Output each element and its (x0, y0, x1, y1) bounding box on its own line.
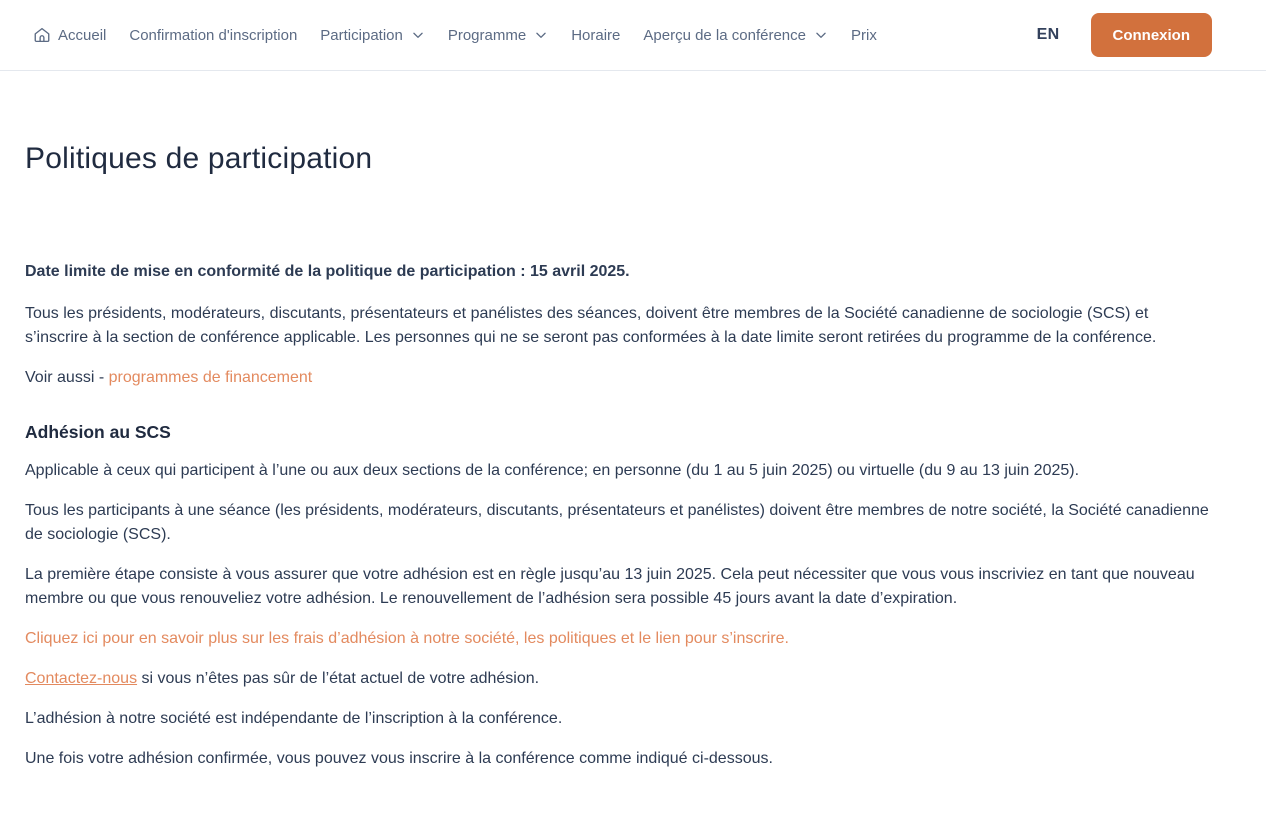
membership-applicability-paragraph: Applicable à ceux qui participent à l’une ou aux deux sections de la conférence; en personne (du 1 au 5 juin 2025) ou virtuelle (du 9 au 13 juin 2025). (25, 462, 1080, 479)
contact-line (25, 667, 1209, 691)
nav-item-prix[interactable] (851, 27, 877, 44)
top-navbar (0, 0, 1266, 71)
home-icon (33, 26, 51, 44)
nav-item-participation[interactable] (320, 27, 425, 44)
nav-item-programme[interactable] (448, 27, 548, 44)
nav-item-label: Accueil (58, 26, 107, 44)
contact-line-rest: si vous n’êtes pas sûr de l’état actuel de votre adhésion. (137, 670, 540, 687)
membership-independence-paragraph: L’adhésion à notre société est indépendante de l’inscription à la conférence. (25, 710, 563, 727)
nav-item-label: Participation (320, 26, 403, 44)
policy-content (25, 260, 1209, 771)
membership-section-heading: Adhésion au SCS (25, 422, 171, 442)
final-paragraph: Une fois votre adhésion confirmée, vous pouvez vous inscrire à la conférence comme indiqué ci-dessous. (25, 750, 773, 767)
chevron-down-icon (814, 28, 828, 42)
membership-fees-link[interactable]: Cliquez ici pour en savoir plus sur les frais d’adhésion à notre société, les politiques et le lien pour s’inscrire. (25, 630, 789, 647)
nav-item-label: Aperçu de la conférence (643, 26, 806, 44)
membership-fees-link-line (25, 627, 1209, 651)
membership-requirement-paragraph: Tous les participants à une séance (les présidents, modérateurs, discutants, présentateurs et panélistes) doivent être membres de notre société, la Société canadienne de sociologie (SCS). (25, 502, 1209, 543)
chevron-down-icon (534, 28, 548, 42)
main-navigation (33, 26, 877, 44)
navbar-right (1037, 13, 1212, 57)
nav-item-label: Confirmation d'inscription (129, 26, 298, 44)
page-content (0, 142, 1266, 771)
nav-item-accueil[interactable] (33, 26, 106, 44)
membership-first-step-paragraph: La première étape consiste à vous assurer que votre adhésion est en règle jusqu’au 13 juin 2025. Cela peut nécessiter que vous vous inscriviez en tant que nouveau membre ou que vous renouveliez votre adhésion. Le renouvellement de l’adhésion sera possible 45 jours avant la date d’expiration. (25, 566, 1195, 607)
nav-item-label: Programme (447, 26, 527, 44)
funding-programs-link[interactable]: programmes de financement (108, 369, 313, 386)
deadline-statement: Date limite de mise en conformité de la politique de participation : 15 avril 2025. (25, 263, 630, 280)
nav-item-label: Horaire (571, 26, 621, 44)
chevron-down-icon (411, 28, 425, 42)
nav-item-label: Prix (851, 26, 877, 44)
contact-us-link[interactable]: Contactez-nous (25, 670, 138, 687)
language-toggle[interactable]: EN (1036, 26, 1060, 43)
nav-item-confirmation-inscription[interactable] (129, 27, 297, 44)
see-also-line (25, 366, 1209, 390)
intro-paragraph: Tous les présidents, modérateurs, discutants, présentateurs et panélistes des séances, doivent être membres de la Société canadienne de sociologie (SCS) et s’inscrire à la section de conférence applicable. Les personnes qui ne se seront pas conformées à la date limite seront retirées du programme de la conférence. (25, 305, 1157, 346)
nav-item-apercu-conference[interactable] (643, 27, 828, 44)
page-title: Politiques de participation (25, 142, 373, 175)
see-also-prefix: Voir aussi - (25, 369, 109, 386)
login-button[interactable]: Connexion (1091, 13, 1213, 57)
nav-item-horaire[interactable] (571, 27, 620, 44)
